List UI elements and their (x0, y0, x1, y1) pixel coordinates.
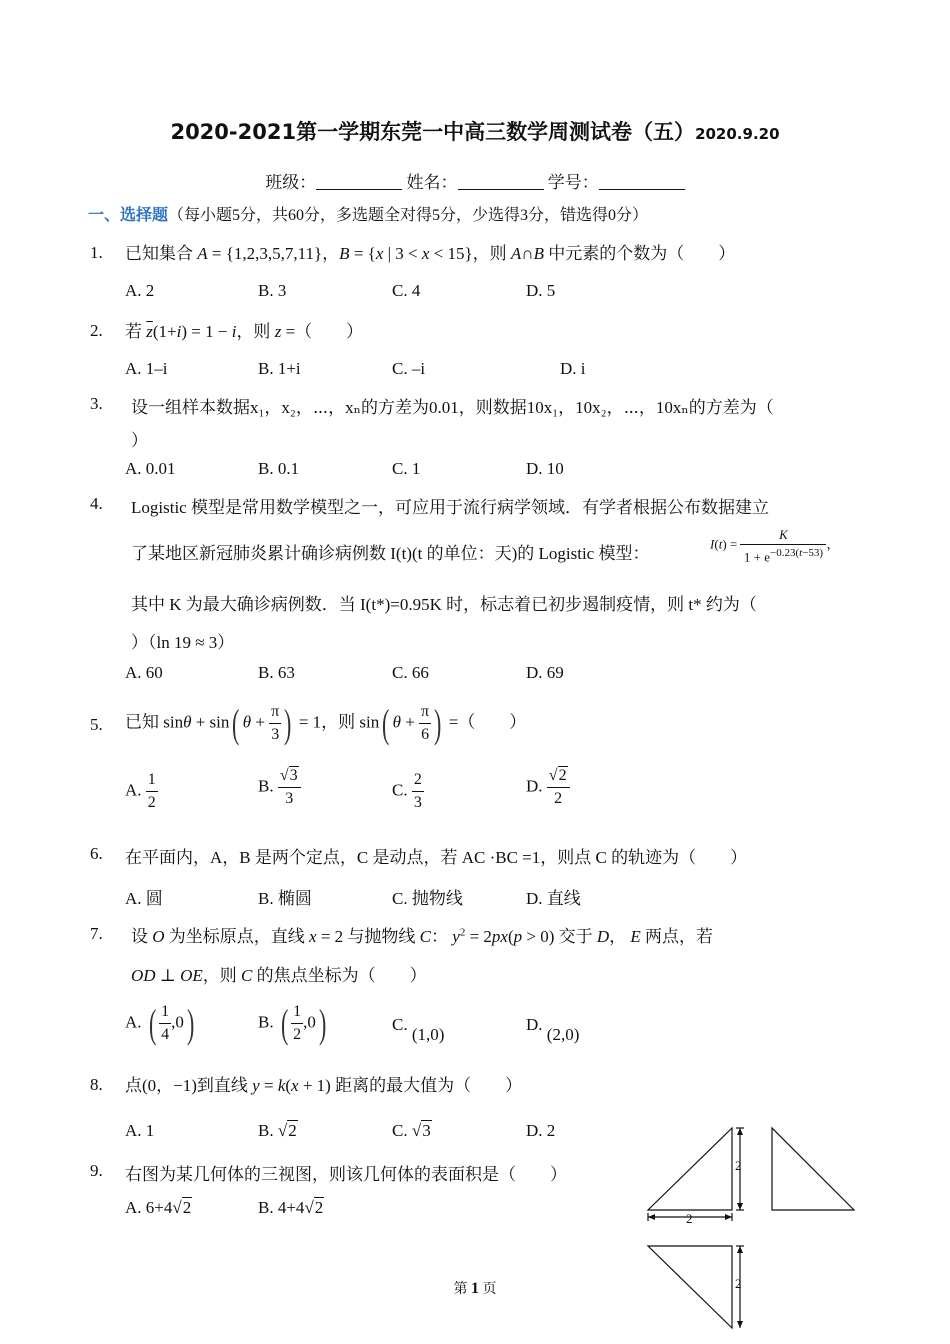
option-b[interactable]: B. √2 (258, 1121, 297, 1140)
option-d-value: (2,0) (546, 1025, 580, 1044)
question-2-stem: 若 $\overline{z}(1+i) = 1 - i$，则 z =（ ） (125, 322, 364, 341)
option-b[interactable]: B. ( $\frac{1}{2}$ ,0) (258, 1001, 327, 1046)
logistic-formula: I(t) = $\frac{K}{1 + e^{-0.23(t-53)}}$ ， (710, 527, 840, 565)
option-c[interactable]: C. –i (392, 359, 426, 378)
dim-label-front-width: 2 (686, 1211, 693, 1226)
option-c[interactable]: C. $\frac{2}{3}$ (392, 771, 422, 811)
dim-label-front-height: 2 (735, 1158, 742, 1173)
option-c[interactable]: C. 抛物线 (392, 889, 463, 908)
title-text: 2020-2021第一学期东莞一中高三数学周测试卷（五） (170, 120, 696, 144)
question-number: 9. (90, 1161, 103, 1180)
three-view-figure (640, 1120, 865, 1332)
option-d-label: D. (526, 1015, 543, 1034)
section-note: （每小题5分，共60分，多选题全对得5分，少选得3分，错选得0分） (168, 207, 649, 224)
question-number: 4. (90, 494, 103, 513)
option-a[interactable]: A. 1–i (125, 359, 168, 378)
id-field[interactable] (599, 173, 685, 190)
option-a[interactable]: A. 60 (125, 663, 163, 682)
title-date: 2020.9.20 (695, 125, 780, 143)
question-4-line3: 其中 K 为最大确诊病例数．当 I(t*)=0.95K 时，标志着已初步遏制疫情，则 t* 约为（ (131, 595, 757, 614)
section-heading: 一、选择题 (88, 205, 169, 224)
option-d[interactable] (526, 1015, 580, 1044)
question-4-line2 (131, 539, 649, 564)
option-a[interactable]: A. 1 (125, 1121, 155, 1140)
option-c-label: C. (392, 780, 408, 800)
option-b[interactable]: B. 3 (258, 281, 287, 300)
side-view-triangle (772, 1128, 854, 1210)
option-b[interactable]: B. 63 (258, 663, 295, 682)
option-a-label: A. (125, 1012, 142, 1032)
option-b[interactable]: B. 椭圆 (258, 889, 312, 908)
question-6-stem: 在平面内，A，B 是两个定点，C 是动点，若 AC ·BC =1，则点 C 的轨迹为（ ） (125, 848, 748, 867)
option-a[interactable]: A. 0.01 (125, 459, 176, 478)
option-b-label: B. (258, 776, 274, 796)
option-d[interactable]: D. 2 (526, 1121, 556, 1140)
option-b[interactable]: B. 4+4√2 (258, 1198, 324, 1217)
option-c[interactable]: C. √3 (392, 1121, 431, 1140)
question-number: 2. (90, 321, 103, 340)
question-4-line4: ）（ln 19 ≈ 3） (131, 633, 235, 652)
option-b[interactable]: B. 0.1 (258, 459, 300, 478)
question-5-stem: 已知 sinθ + sin( θ + $\frac{\pi}{3}$ ) = 1，则 sin( θ + $\frac{\pi}{6}$ ) =（ ） (125, 701, 527, 746)
question-number: 6. (90, 844, 103, 863)
question-4-line1: Logistic 模型是常用数学模型之一，可应用于流行病学领域．有学者根据公布数据建立 (131, 498, 769, 517)
option-c[interactable]: C. 1 (392, 459, 421, 478)
option-b-label: B. (258, 1121, 274, 1140)
class-label: 班级： (265, 173, 317, 192)
question-8-stem: 点(0，−1)到直线 y = k(x + 1) 距离的最大值为（ ） (125, 1076, 523, 1095)
question-9-stem: 右图为某几何体的三视图，则该几何体的表面积是（ ） (125, 1165, 567, 1184)
option-a[interactable]: A. $\frac{1}{2}$ (125, 771, 156, 811)
question-number: 7. (90, 924, 103, 943)
question-7-line2: OD ⊥ OE，则 C 的焦点坐标为（ ） (131, 966, 427, 985)
class-field[interactable] (316, 173, 402, 190)
footer-prefix: 第 (453, 1282, 468, 1297)
option-d[interactable]: D. i (560, 359, 586, 378)
option-b[interactable]: B. 1+i (258, 359, 301, 378)
footer-suffix: 页 (482, 1282, 497, 1297)
option-c-value: (1,0) (411, 1025, 445, 1044)
page-footer (0, 1278, 950, 1298)
option-a[interactable]: A. 6+4√2 (125, 1198, 192, 1217)
option-d[interactable]: D. 69 (526, 663, 564, 682)
option-c-label: C. (392, 1015, 408, 1034)
question-1-stem: 已知集合 A = {1,2,3,5,7,11}，B = {x | 3 < x < 15}，则 A∩B 中元素的个数为（ ） (125, 244, 736, 263)
option-c-label: C. (392, 1121, 408, 1140)
name-label: 姓名： (406, 173, 458, 192)
question-4-line2-text: 了某地区新冠肺炎累计确诊病例数 I(t)(t 的单位：天)的 Logistic 模型： (131, 544, 650, 563)
option-d[interactable]: D. 5 (526, 281, 556, 300)
option-b-label: B. 4+4 (258, 1198, 305, 1217)
option-d-label: D. (526, 776, 543, 796)
id-label: 学号： (547, 173, 599, 192)
question-3-line2: ） (131, 431, 148, 450)
page-title (0, 116, 950, 146)
option-a-label: A. (125, 780, 142, 800)
option-a[interactable]: A. 2 (125, 281, 155, 300)
option-d[interactable]: D. 直线 (526, 889, 581, 908)
question-number: 8. (90, 1075, 103, 1094)
front-view-triangle (648, 1128, 732, 1210)
option-b[interactable]: B. $\frac{√3}{3}$ (258, 768, 301, 807)
question-3-line1: 设一组样本数据x₁，x₂，⋯，xₙ的方差为0.01，则数据10x₁，10x₂，⋯，10xₙ的方差为（ (131, 398, 774, 417)
student-info-line (0, 168, 950, 193)
name-field[interactable] (458, 173, 544, 190)
option-d[interactable]: D. 10 (526, 459, 564, 478)
option-c[interactable]: C. 66 (392, 663, 429, 682)
page-number: 1 (471, 1280, 479, 1297)
option-b-label: B. (258, 1012, 274, 1032)
question-number: 5. (90, 715, 103, 734)
option-a[interactable]: A. 圆 (125, 889, 163, 908)
option-c[interactable]: C. 4 (392, 281, 421, 300)
option-a-label: A. 6+4 (125, 1198, 173, 1217)
dim-label-top-height: 2 (735, 1276, 742, 1291)
question-number: 1. (90, 243, 103, 262)
option-c[interactable] (392, 1015, 445, 1044)
question-number: 3. (90, 394, 103, 413)
option-a[interactable]: A. ( $\frac{1}{4}$ ,0) (125, 1001, 195, 1046)
question-7-line1: 设 O 为坐标原点，直线 x = 2 与抛物线 C： $y^2 = 2px(p > 0)$ 交于 D， E 两点，若 (131, 926, 714, 946)
section-header (88, 202, 648, 225)
option-d[interactable]: D. $\frac{√2}{2}$ (526, 768, 570, 807)
